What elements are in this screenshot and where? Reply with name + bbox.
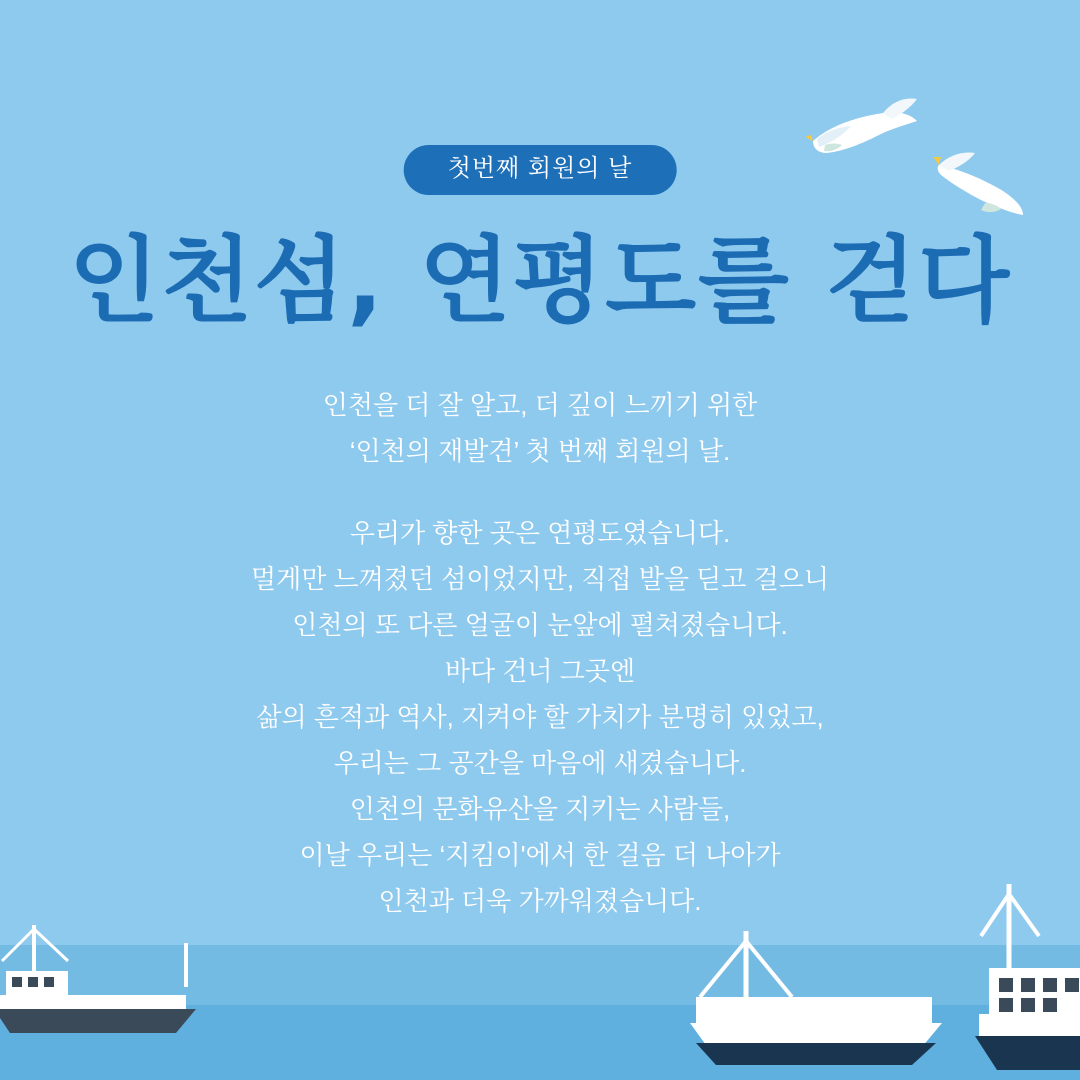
event-badge: 첫번째 회원의 날	[404, 145, 677, 195]
body-line-spacer	[0, 474, 1080, 510]
body-line: 우리가 향한 곳은 연평도였습니다.	[349, 518, 731, 548]
body-line: 삶의 흔적과 역사, 지켜야 할 가치가 분명히 있었고,	[256, 702, 824, 732]
body-line: 멀게만 느껴졌던 섬이었지만, 직접 발을 딛고 걸으니	[250, 564, 829, 594]
body-line: 인천의 또 다른 얼굴이 눈앞에 펼쳐졌습니다.	[292, 610, 788, 640]
body-line: ‘인천의 재발견’ 첫 번째 회원의 날.	[349, 436, 731, 466]
body-line: 바다 건너 그곳엔	[444, 656, 636, 686]
body-line: 이날 우리는 ‘지킴이'에서 한 걸음 더 나아가	[299, 840, 781, 870]
body-copy	[0, 382, 1080, 924]
body-line: 인천과 더욱 가까워졌습니다.	[378, 886, 702, 916]
body-line: 인천을 더 잘 알고, 더 깊이 느끼기 위한	[322, 390, 758, 420]
fishing-boat-right-icon	[975, 880, 1080, 1080]
body-line: 인천의 문화유산을 지키는 사람들,	[349, 794, 731, 824]
seagull-icon-1	[805, 95, 925, 180]
body-line: 우리는 그 공간을 마음에 새겼습니다.	[333, 748, 747, 778]
seagull-icon-2	[925, 145, 1035, 230]
fishing-boat-left-icon	[0, 915, 210, 1050]
fishing-boat-center-icon	[690, 925, 950, 1080]
page-title: 인천섬, 연평도를 걷다	[68, 227, 1012, 336]
